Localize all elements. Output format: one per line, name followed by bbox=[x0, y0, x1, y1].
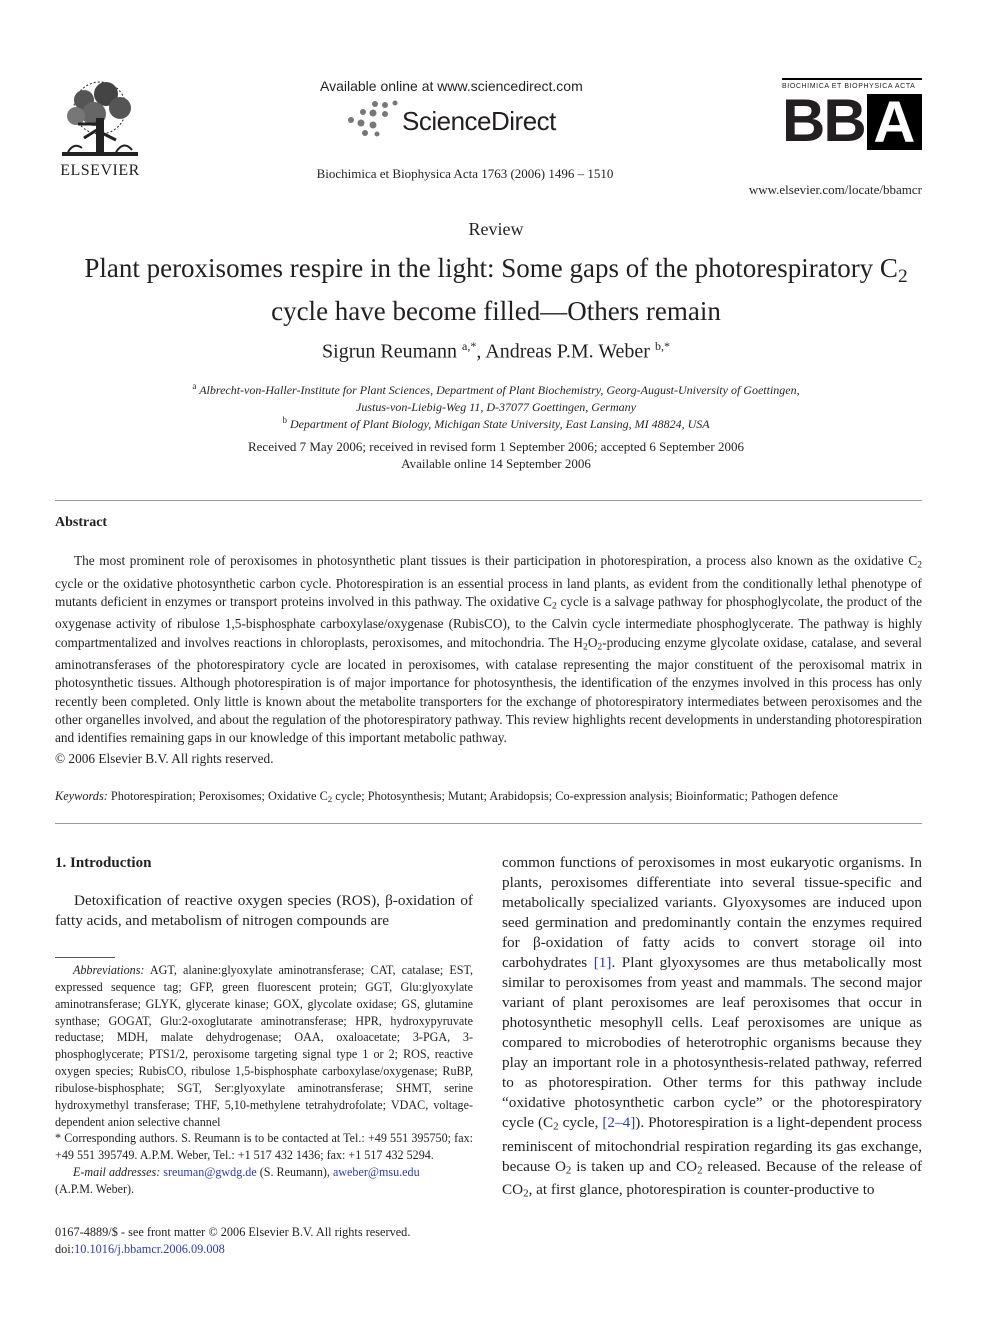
keywords-sub: 2 bbox=[327, 794, 333, 805]
abstract-text-3b: O bbox=[587, 634, 598, 650]
author-1[interactable]: Sigrun Reumann bbox=[322, 340, 458, 363]
intro-right-text-2: . Plant glyoxysomes are thus metabolically most similar to peroxisomes from yeast and mammals. The second major variant of plant peroxisomes are leaf peroxisomes that occur in photosynthetic mesophyll cells. Leaf peroxisomes are unique as compared to microbodies of heterotrophic organisms because they play an important role in a photosynthesis-related pathway, referred to as photorespiration. Other terms for this pathway include “oxidative photosynthetic carbon cycle” or the photorespiratory cycle (C bbox=[502, 954, 922, 1131]
keywords-text-1: Photorespiration; Peroxisomes; Oxidative C bbox=[107, 789, 328, 803]
bba-logo-bb: BB bbox=[782, 87, 865, 154]
intro-right-text-6: released. Because of the release of CO bbox=[502, 1157, 922, 1199]
author-2-affiliation-mark[interactable]: b,* bbox=[654, 339, 670, 353]
doi-line bbox=[55, 1241, 410, 1258]
issn-line: 0167-4889/$ - see front matter © 2006 Elsevier B.V. All rights reserved. bbox=[55, 1225, 411, 1239]
email-owner-1: (S. Reumann), bbox=[256, 1165, 333, 1180]
intro-right-sub-1: 2 bbox=[553, 1120, 559, 1133]
abstract-sub-4: 2 bbox=[597, 640, 603, 652]
footnote-divider bbox=[55, 957, 115, 958]
introduction-right-column bbox=[502, 853, 922, 1204]
available-online-text: Available online at www.sciencedirect.com bbox=[320, 78, 583, 94]
author-list bbox=[0, 339, 992, 364]
abstract-heading: Abstract bbox=[55, 515, 108, 530]
sciencedirect-wordmark: ScienceDirect bbox=[402, 106, 556, 136]
elsevier-logo bbox=[52, 78, 148, 184]
affiliation-a-line2: Justus-von-Liebig-Weg 11, D-37077 Goettingen, Germany bbox=[356, 400, 636, 414]
doi-label: doi: bbox=[55, 1242, 75, 1256]
article-type-label: Review bbox=[468, 219, 524, 239]
affiliation-a bbox=[60, 378, 932, 416]
sciencedirect-logo bbox=[345, 100, 585, 142]
footnote-email bbox=[55, 1164, 473, 1198]
title-part1: Plant peroxisomes respire in the light: Some gaps of the photorespiratory C bbox=[84, 253, 898, 283]
email-owner-2: (A.P.M. Weber). bbox=[55, 1181, 135, 1196]
bba-logo-a: A bbox=[867, 94, 922, 150]
doi-link[interactable]: 10.1016/j.bbamcr.2006.09.008 bbox=[74, 1242, 225, 1256]
keywords-label: Keywords: bbox=[55, 789, 108, 803]
dates-received: Received 7 May 2006; received in revised form 1 September 2006; accepted 6 September 2006 bbox=[247, 439, 744, 454]
affiliation-b bbox=[60, 412, 932, 433]
bba-logo bbox=[782, 78, 922, 166]
abstract-sub-3: 2 bbox=[583, 640, 588, 652]
affiliation-a-mark: a bbox=[192, 381, 197, 391]
elsevier-tree-icon bbox=[54, 78, 146, 162]
email-label: E-mail addresses: bbox=[73, 1165, 161, 1180]
footnote-corresponding: * Corresponding authors. S. Reumann is to be contacted at Tel.: +49 551 395750; fax: +49 551 395749. A.P.M. Weber, Tel.: +1 517 432 1436; fax: +1 517 432 5294. bbox=[55, 1131, 473, 1163]
author-separator: , bbox=[476, 340, 486, 363]
intro-right-sub-2: 2 bbox=[565, 1164, 572, 1177]
bba-logo-caption: BIOCHIMICA ET BIOPHYSICA ACTA bbox=[782, 78, 922, 90]
intro-right-text-1: common functions of peroxisomes in most eukaryotic organisms. In plants, peroxisomes differentiate into several tissue-specific and metabolically specialized variants. Glyoxysomes are induced upon seed germination and predominantly contain the enzymes required for β-oxidation of fatty acids to convert storage oil into carbohydrates bbox=[502, 854, 922, 971]
sciencedirect-dots-icon bbox=[345, 100, 401, 140]
author-2[interactable]: Andreas P.M. Weber bbox=[485, 340, 650, 363]
reference-link-2-4[interactable]: [2–4] bbox=[602, 1114, 636, 1131]
abstract-paragraph bbox=[55, 552, 922, 747]
section-heading-introduction: 1. Introduction bbox=[55, 855, 152, 871]
abbreviations-text: AGT, alanine:glyoxylate aminotransferase; CAT, catalase; EST, expressed sequence tag; GFP, green fluorescent protein; GGT, Glu:glyoxylate aminotransferase; GLYK, glycerate kinase; GOX, glycolate oxidase; GS, glutamine synthase; GOGAT, Glu:2-oxoglutarate aminotransferase; HPR, hydroxypyruvate reductase; MDH, malate dehydrogenase; OAA, oxaloacetate; 3-PGA, 3-phosphoglycerate; PTS1/2, peroxisome targeting signal type 1 or 2; ROS, reactive oxygen species; RubisCO, ribulose 1,5-bisphosphate carboxylase/oxygenase; RuBP, ribulose-bisphosphate; SGT, Ser:glyoxylate aminotransferase; SHMT, serine hydroxymethyl transferase; THF, 5,10-methylene tetrahydrofolate; VDAC, voltage-dependent anion selective channel bbox=[55, 963, 473, 1129]
abstract-text-1: The most prominent role of peroxisomes in photosynthetic plant tissues is their participation in photorespiration, a process also known as the oxidative C bbox=[74, 553, 918, 568]
divider-top bbox=[55, 500, 922, 501]
footnotes bbox=[55, 962, 473, 1198]
divider-keywords bbox=[55, 823, 922, 824]
email-link-reumann[interactable]: sreuman@gwdg.de bbox=[163, 1165, 257, 1180]
abstract-sub-1: 2 bbox=[917, 559, 922, 571]
author-1-affiliation-mark[interactable]: a,* bbox=[462, 339, 477, 353]
abstract-text-3: cycle is a salvage pathway for phosphoglycolate, the product of the oxygenase activity of ribulose 1,5-bisphosphate carboxylase/oxygenase (RubisCO), to the Calvin cycle intermediate phosphoglycerate. The pathway is highly compartmentalized and involves reactions in chloroplasts, peroxisomes, and mitochondria. The H bbox=[55, 593, 922, 650]
dates-online: Available online 14 September 2006 bbox=[401, 456, 591, 471]
email-link-weber[interactable]: aweber@msu.edu bbox=[332, 1165, 420, 1180]
intro-right-text-7: , at first glance, photorespiration is counter-productive to bbox=[528, 1181, 875, 1199]
intro-right-sub-4: 2 bbox=[523, 1188, 529, 1201]
article-title bbox=[40, 251, 952, 328]
title-part2: cycle have become filled—Others remain bbox=[271, 295, 721, 326]
abbreviations-label: Abbreviations: bbox=[73, 963, 145, 977]
elsevier-wordmark: ELSEVIER bbox=[60, 162, 140, 179]
affiliation-b-line: Department of Plant Biology, Michigan State University, East Lansing, MI 48824, USA bbox=[289, 417, 710, 431]
abstract-sub-2: 2 bbox=[552, 600, 557, 612]
front-matter-info bbox=[55, 1224, 410, 1258]
intro-right-text-4: ). Photorespiration is a light-dependent process reminiscent of mitochondrial respiration regarding its gas exchange, because O bbox=[502, 1114, 922, 1175]
affiliation-a-line1: Albrecht-von-Haller-Institute for Plant Sciences, Department of Plant Biochemistry, Georg-August-University of Goettingen, bbox=[199, 383, 800, 397]
keywords-text-2: cycle; Photosynthesis; Mutant; Arabidopsis; Co-expression analysis; Bioinformatic; Pathogen defence bbox=[332, 789, 839, 803]
abstract-copyright: © 2006 Elsevier B.V. All rights reserved. bbox=[55, 751, 274, 766]
abstract-text-2: cycle or the oxidative photosynthetic carbon cycle. Photorespiration is an essential process in land plants, as evident from the conditionally lethal phenotype of mutants deficient in enzymes or transport proteins involved in this pathway. The oxidative C bbox=[55, 575, 922, 609]
intro-right-text-3: cycle, bbox=[558, 1114, 603, 1131]
journal-url-link[interactable]: www.elsevier.com/locate/bbamcr bbox=[748, 182, 922, 197]
intro-right-text-5: is taken up and CO bbox=[571, 1157, 698, 1175]
introduction-left-paragraph: Detoxification of reactive oxygen species (ROS), β-oxidation of fatty acids, and metabolism of nitrogen compounds are bbox=[55, 892, 473, 929]
intro-right-sub-3: 2 bbox=[697, 1164, 703, 1177]
abstract-text-4: -producing enzyme glycolate oxidase, catalase, and several aminotransferases of the photorespiratory cycle are located in peroxisomes, with catalase representing the major constituent of the peroxisomal matrix in photosynthetic tissues. Although photorespiration is of major importance for photosynthesis, the identification of the enzymes involved in this process has only recently been completed. Only little is known about the metabolite transporters for the exchange of photorespiratory intermediates between peroxisomes and the other organelles involved, and about the regulation of the photorespiratory pathway. This review highlights recent developments in understanding photorespiration and identifies remaining gaps in our knowledge of this important metabolic pathway. bbox=[55, 634, 922, 745]
title-subscript: 2 bbox=[897, 265, 908, 287]
keywords bbox=[55, 789, 922, 804]
reference-link-1[interactable]: [1] bbox=[593, 954, 612, 971]
affiliation-b-mark: b bbox=[282, 415, 287, 425]
abstract-body bbox=[55, 552, 922, 747]
journal-reference: Biochimica et Biophysica Acta 1763 (2006) 1496 – 1510 bbox=[316, 166, 614, 181]
footnote-abbreviations bbox=[55, 962, 473, 1130]
article-dates bbox=[60, 438, 932, 472]
